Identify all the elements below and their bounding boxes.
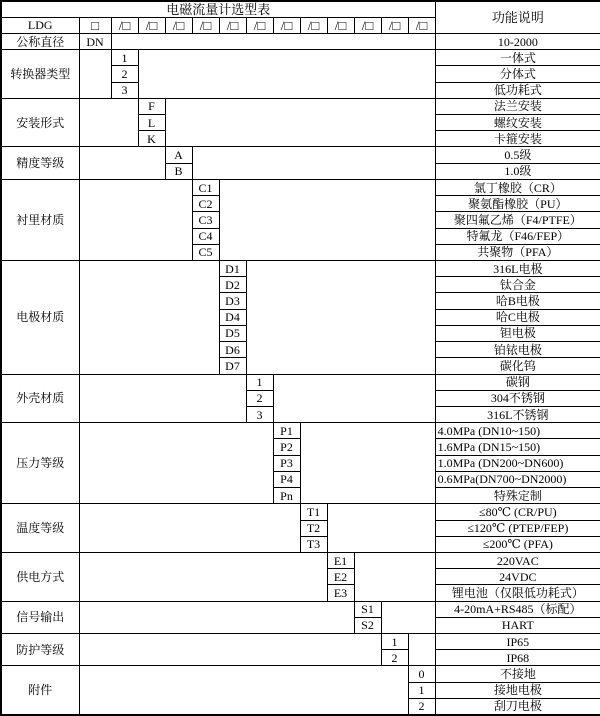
section-row (1, 179, 600, 195)
section-label: 温度等级 (1, 504, 79, 553)
section-row (1, 374, 600, 390)
code-cell: T1 (300, 504, 327, 520)
code-cell: C3 (192, 212, 219, 228)
blank-cell (79, 98, 138, 147)
code-cell: L (138, 115, 165, 131)
model-box: /□ (273, 17, 300, 33)
desc-cell: 不接地 (435, 666, 600, 682)
blank-cell (79, 504, 300, 553)
blank-cell (79, 261, 219, 375)
code-cell: A (165, 147, 192, 163)
desc-cell: 刮刀电极 (435, 698, 600, 715)
desc-cell: 共聚物（PFA） (435, 244, 600, 260)
blank-cell (111, 33, 435, 49)
code-cell: Pn (273, 488, 300, 504)
section-label: 电极材质 (1, 261, 79, 375)
code-cell: B (165, 163, 192, 179)
code-cell: D3 (219, 293, 246, 309)
desc-cell: ≤80℃ (CR/PU) (435, 504, 600, 520)
code-cell: P2 (273, 439, 300, 455)
model-box: /□ (327, 17, 354, 33)
blank-cell (79, 374, 246, 423)
desc-cell: 螺纹安装 (435, 115, 600, 131)
code-cell: E1 (327, 552, 354, 568)
code-cell: P4 (273, 471, 300, 487)
code-cell: T2 (300, 520, 327, 536)
desc-cell: ≤200℃ (PFA) (435, 536, 600, 552)
blank-cell (381, 601, 435, 633)
desc-cell: 钽电极 (435, 325, 600, 341)
model-box: /□ (138, 17, 165, 33)
section-label: 衬里材质 (1, 179, 79, 260)
model-box: /□ (246, 17, 273, 33)
blank-cell (79, 179, 192, 260)
code-cell: D2 (219, 277, 246, 293)
section-row (1, 423, 600, 439)
section-label: 信号输出 (1, 601, 79, 633)
code-cell: 2 (408, 698, 435, 715)
section-label: 安装形式 (1, 98, 79, 147)
code-cell: 1 (381, 634, 408, 650)
blank-cell (79, 634, 381, 666)
code-cell: S1 (354, 601, 381, 617)
section-row (1, 552, 600, 568)
model-prefix: LDG (1, 17, 79, 33)
blank-cell (327, 504, 435, 553)
model-box: /□ (219, 17, 246, 33)
section-row (1, 666, 600, 682)
blank-cell (79, 666, 408, 715)
code-cell: S2 (354, 617, 381, 633)
desc-cell: 碳化钨 (435, 358, 600, 374)
desc-cell: IP68 (435, 650, 600, 666)
blank-cell (300, 423, 435, 504)
code-cell: D7 (219, 358, 246, 374)
blank-cell (165, 98, 435, 147)
code-cell: P1 (273, 423, 300, 439)
blank-cell (79, 552, 327, 601)
desc-cell: 0.6MPa(DN700~DN2000) (435, 471, 600, 487)
section-row (1, 50, 600, 66)
section-row (1, 261, 600, 277)
desc-cell: 氯丁橡胶（CR） (435, 179, 600, 195)
code-cell: 3 (246, 406, 273, 422)
desc-cell: 锂电池（仅限低功耗式） (435, 585, 600, 601)
code-cell: E2 (327, 569, 354, 585)
desc-cell: 铂铱电极 (435, 342, 600, 358)
section-label: 压力等级 (1, 423, 79, 504)
model-box: /□ (408, 17, 435, 33)
desc-cell: 一体式 (435, 50, 600, 66)
desc-cell: 哈C电极 (435, 309, 600, 325)
code-cell: 3 (111, 82, 138, 98)
desc-cell: 4.0MPa (DN10~150) (435, 423, 600, 439)
code-cell: T3 (300, 536, 327, 552)
code-cell: 1 (246, 374, 273, 390)
section-label: 外壳材质 (1, 374, 79, 423)
section-row (1, 504, 600, 520)
desc-cell: 卡箍安装 (435, 131, 600, 147)
code-cell: F (138, 98, 165, 114)
code-cell: P3 (273, 455, 300, 471)
section-label: 供电方式 (1, 552, 79, 601)
code-cell: D5 (219, 325, 246, 341)
code-cell: 2 (111, 66, 138, 82)
code-cell: D4 (219, 309, 246, 325)
desc-cell: 聚四氟乙烯（F4/PTFE） (435, 212, 600, 228)
desc-cell: 法兰安装 (435, 98, 600, 114)
desc-cell: 1.0MPa (DN200~DN600) (435, 455, 600, 471)
desc-cell: 特氟龙（F46/FEP） (435, 228, 600, 244)
blank-cell (192, 147, 435, 179)
desc-cell: 0.5级 (435, 147, 600, 163)
desc-cell: HART (435, 617, 600, 633)
desc-cell: 220VAC (435, 552, 600, 568)
blank-cell (79, 423, 273, 504)
table-title: 电磁流量计选型表 (1, 1, 435, 17)
section-row (1, 601, 600, 617)
code-cell: C5 (192, 244, 219, 260)
blank-cell (138, 50, 435, 99)
desc-cell: 聚氨酯橡胶（PU） (435, 196, 600, 212)
desc-cell: 316L电极 (435, 261, 600, 277)
desc-cell: 1.0级 (435, 163, 600, 179)
section-label: 转换器类型 (1, 50, 79, 99)
code-cell: K (138, 131, 165, 147)
model-box: /□ (300, 17, 327, 33)
blank-cell (246, 261, 435, 375)
section-row (1, 98, 600, 114)
code-cell: 1 (408, 682, 435, 698)
code-cell: E3 (327, 585, 354, 601)
desc-cell: 24VDC (435, 569, 600, 585)
section-label: 公称直径 (1, 33, 79, 49)
desc-cell: 低功耗式 (435, 82, 600, 98)
blank-cell (79, 147, 165, 179)
code-cell: C4 (192, 228, 219, 244)
desc-cell: IP65 (435, 634, 600, 650)
desc-cell: 304不锈钢 (435, 390, 600, 406)
code-cell: 0 (408, 666, 435, 682)
desc-cell: 特殊定制 (435, 488, 600, 504)
section-label: 防护等级 (1, 634, 79, 666)
desc-cell: 316L不锈钢 (435, 406, 600, 422)
code-cell: 2 (246, 390, 273, 406)
desc-cell: 分体式 (435, 66, 600, 82)
code-cell: C1 (192, 179, 219, 195)
section-row (1, 33, 600, 49)
blank-cell (219, 179, 435, 260)
desc-cell: 1.6MPa (DN15~150) (435, 439, 600, 455)
desc-cell: 接地电极 (435, 682, 600, 698)
blank-cell (79, 601, 354, 633)
blank-cell (408, 634, 435, 666)
code-cell: 2 (381, 650, 408, 666)
desc-cell: ≤120℃ (PTEP/FEP) (435, 520, 600, 536)
section-row (1, 147, 600, 163)
desc-cell: 碳钢 (435, 374, 600, 390)
model-box: /□ (381, 17, 408, 33)
function-description-header: 功能说明 (435, 1, 600, 33)
model-box: /□ (192, 17, 219, 33)
section-label: 附件 (1, 666, 79, 715)
model-box-first: □ (79, 17, 111, 33)
desc-cell: 4-20mA+RS485（标配） (435, 601, 600, 617)
model-box: /□ (354, 17, 381, 33)
code-cell: DN (79, 33, 111, 49)
blank-cell (273, 374, 435, 423)
section-row (1, 634, 600, 650)
code-cell: D6 (219, 342, 246, 358)
code-cell: C2 (192, 196, 219, 212)
desc-cell: 10-2000 (435, 33, 600, 49)
model-box: /□ (165, 17, 192, 33)
title-row (1, 1, 600, 17)
code-cell: 1 (111, 50, 138, 66)
code-cell: D1 (219, 261, 246, 277)
section-label: 精度等级 (1, 147, 79, 179)
blank-cell (354, 552, 435, 601)
model-box: /□ (111, 17, 138, 33)
desc-cell: 钛合金 (435, 277, 600, 293)
desc-cell: 哈B电极 (435, 293, 600, 309)
blank-cell (79, 50, 111, 99)
